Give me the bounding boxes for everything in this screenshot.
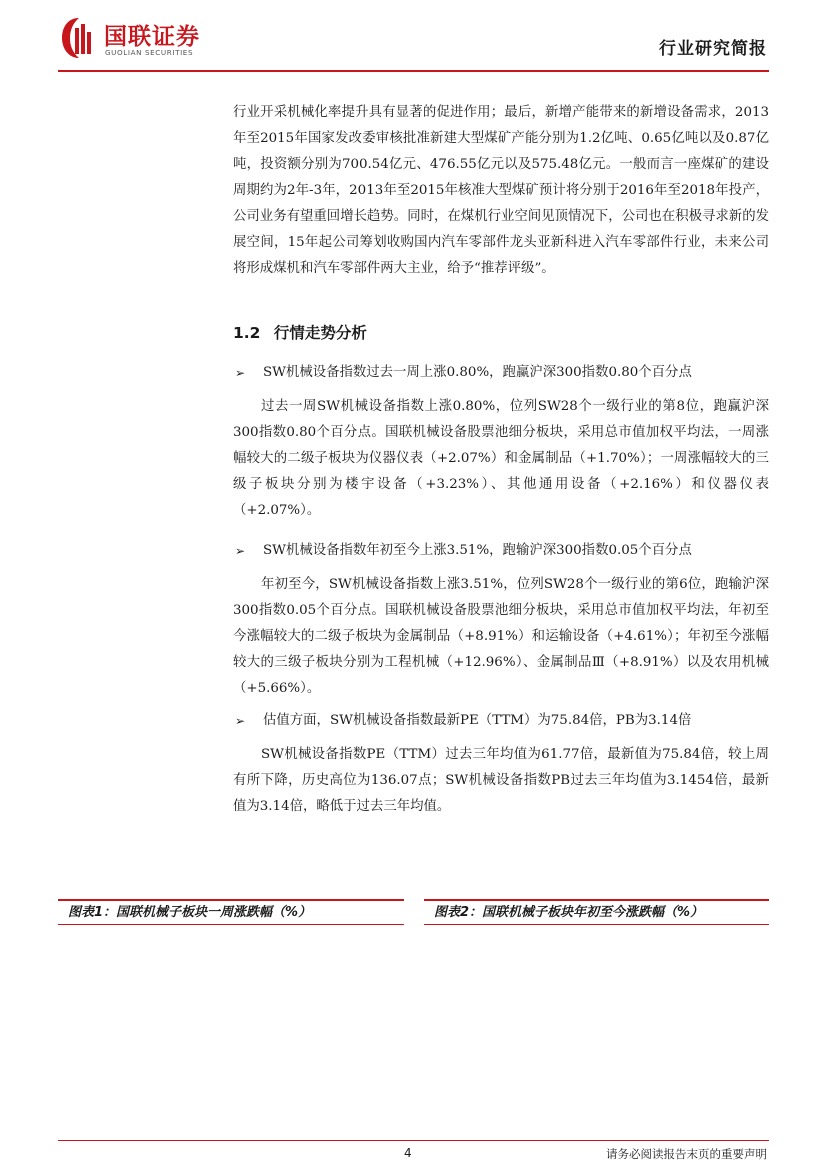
bullet-headline-text: SW机械设备指数过去一周上涨0.80%，跑赢沪深300指数0.80个百分点	[263, 365, 692, 380]
report-type-label: 行业研究简报	[659, 39, 767, 59]
bullet-headline-text: 估值方面，SW机械设备指数最新PE（TTM）为75.84倍，PB为3.14倍	[263, 713, 692, 728]
bullet-headline-text: SW机械设备指数年初至今上涨3.51%，跑输沪深300指数0.05个百分点	[263, 543, 692, 558]
figure-2-title: 图表2：国联机械子板块年初至今涨跌幅（%）	[424, 899, 769, 925]
page-number: 4	[404, 1146, 412, 1160]
weekly-paragraph: 过去一周SW机械设备指数上涨0.80%，位列SW28个一级行业的第8位，跑赢沪深300指数0.80个百分点。国联机械设备股票池细分板块，采用总市值加权平均法，一周涨幅较大的二级子板块为仪器仪表（+2.07%）和金属制品（+1.70%）；一周涨幅较大的三级子板块分别为楼宇设备（+3.23%）、其他通用设备（+2.16%）和仪器仪表（+2.07%）。	[233, 399, 769, 518]
bullet-headline-weekly	[233, 360, 769, 386]
figure-1-title: 图表1：国联机械子板块一周涨跌幅（%）	[58, 899, 404, 925]
bullet-headline-ytd	[233, 538, 769, 564]
arrow-bullet-icon: ➢	[235, 366, 246, 380]
header-divider	[58, 70, 769, 72]
section-title: 行情走势分析	[273, 324, 367, 342]
arrow-bullet-icon: ➢	[235, 714, 246, 728]
company-logo	[60, 16, 260, 60]
bullet-headline-valuation	[233, 708, 769, 734]
logo-chinese-name: 国联证券	[104, 24, 200, 50]
intro-paragraph: 行业开采机械化率提升具有显著的促进作用；最后，新增产能带来的新增设备需求，2013年至2015年国家发改委审核批准新建大型煤矿产能分别为1.2亿吨、0.65亿吨以及0.87亿吨，投资额分别为700.54亿元、476.55亿元以及575.48亿元。一般而言一座煤矿的建设周期约为2年-3年，2013年至2015年核准大型煤矿预计将分别于2016年至2018年投产，公司业务有望重回增长趋势。同时，在煤机行业空间见顶情况下，公司也在积极寻求新的发展空间，15年起公司筹划收购国内汽车零部件龙头亚新科进入汽车零部件行业，未来公司将形成煤机和汽车零部件两大主业，给予“推荐评级”。	[233, 105, 769, 276]
footer-disclaimer: 请务必阅读报告末页的重要声明	[606, 1147, 767, 1161]
arrow-bullet-icon: ➢	[235, 544, 246, 558]
section-number: 1.2	[233, 324, 261, 342]
section-heading	[233, 322, 769, 344]
ytd-paragraph: 年初至今，SW机械设备指数上涨3.51%，位列SW28个一级行业的第6位，跑输沪深300指数0.05个百分点。国联机械设备股票池细分板块，采用总市值加权平均法，年初至今涨幅较大的二级子板块为金属制品（+8.91%）和运输设备（+4.61%）；年初至今涨幅较大的三级子板块分别为工程机械（+12.96%）、金属制品Ⅲ（+8.91%）以及农用机械（+5.66%）。	[233, 577, 769, 696]
logo-english-name: GUOLIAN SECURITIES	[105, 48, 194, 57]
guolian-logo-icon	[60, 16, 98, 60]
footer-divider	[58, 1140, 769, 1141]
valuation-paragraph: SW机械设备指数PE（TTM）过去三年均值为61.77倍，最新值为75.84倍，较上周有所下降，历史高位为136.07点；SW机械设备指数PB过去三年均值为3.1454倍，最新值为3.14倍，略低于过去三年均值。	[233, 747, 769, 814]
main-content	[233, 100, 769, 820]
page-header	[0, 0, 827, 70]
